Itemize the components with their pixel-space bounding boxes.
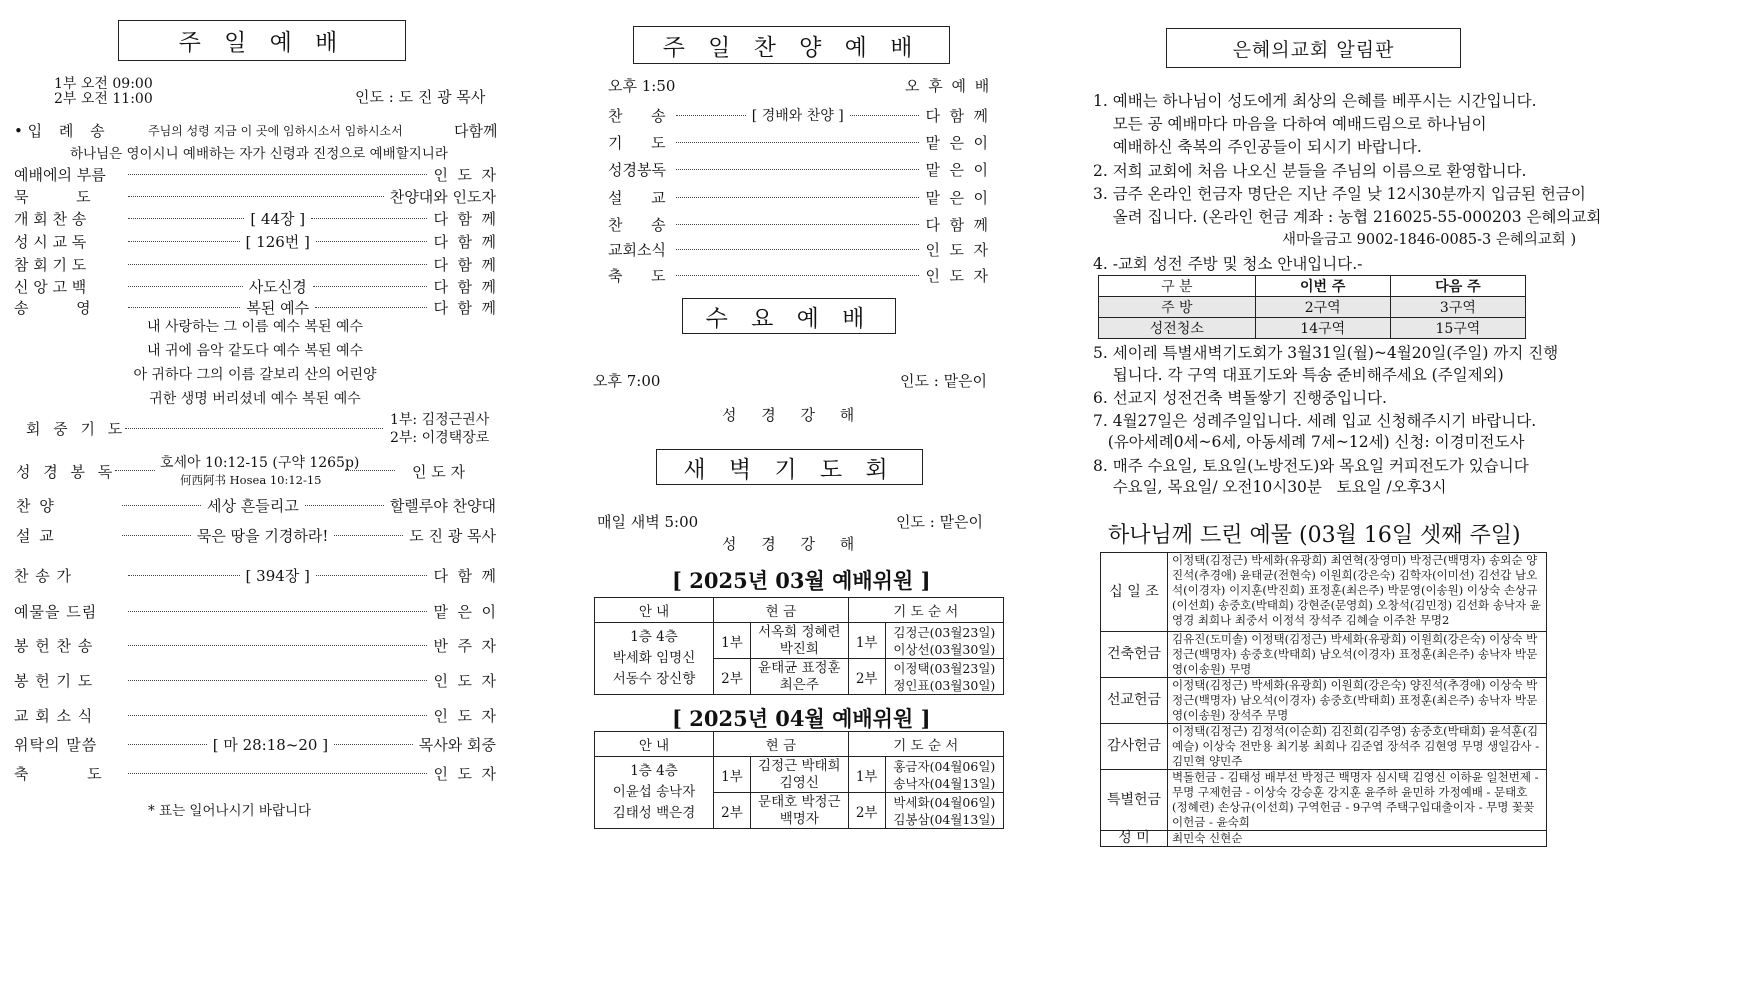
sunday-item-row (14, 253, 496, 275)
offering-row (1101, 770, 1547, 831)
clean-cell: 2구역 (1255, 297, 1390, 318)
offering-part: 2부 (714, 793, 751, 829)
sunday-item-label: 예물을 드림 (14, 602, 98, 621)
leader-dots (128, 307, 240, 308)
prayer-part: 2부 (848, 793, 885, 829)
clean-header-cell: 이번 주 (1255, 276, 1390, 297)
sunday-item-label: 예배에의 부름 (14, 165, 106, 184)
sunday-title: 주 일 예 배 (118, 20, 406, 61)
prayer-right-2: 2부: 이경택장로 (390, 430, 490, 446)
leader-dots (850, 115, 920, 116)
praise-item-label: 찬 송 (608, 106, 666, 125)
guide-line: 1층 4층 (630, 763, 678, 779)
sunday-item-right: 인 도 자 (433, 671, 496, 690)
reading-leader-line-2 (345, 470, 395, 471)
leader-dots (313, 286, 428, 287)
committee-table (594, 597, 1004, 695)
praise-item-right: 인 도 자 (925, 240, 988, 259)
sunday-item-label: 성 시 교 독 (14, 232, 87, 251)
sunday-item-mid: [ 126번 ] (245, 232, 310, 251)
sunday-item-right: 맡 은 이 (433, 602, 496, 621)
praise-item-label: 축 도 (608, 266, 666, 285)
committee-guide (595, 757, 714, 829)
sunday-item-row (14, 163, 496, 185)
sunday-item-right: 인 도 자 (433, 165, 496, 184)
sunday-time-1: 1부 오전 09:00 (54, 76, 153, 92)
leader-dots (676, 249, 919, 250)
offering-row (1101, 632, 1547, 678)
praise-item-right: 맡 은 이 (925, 133, 988, 152)
guide-line: 김태성 백은경 (612, 805, 696, 821)
sunday-time-2: 2부 오전 11:00 (54, 91, 153, 107)
offering-part: 2부 (714, 659, 751, 695)
sunday-item-right: 다 함 께 (433, 232, 497, 251)
intro-text-2: 하나님은 영이시니 예배하는 자가 신령과 진정으로 예배할지니라 (70, 146, 448, 162)
offering-part: 1부 (714, 623, 751, 659)
board-line: 5. 세이레 특별새벽기도회가 3월31일(월)~4월20일(주일) 까지 진행 (1093, 344, 1559, 362)
clean-cell: 15구역 (1390, 318, 1525, 339)
sunday-item-label: 송 영 (14, 298, 91, 317)
sunday-item-label: 개 회 찬 송 (14, 209, 87, 228)
committee-header: 현 금 (714, 732, 849, 757)
clean-cell: 3구역 (1390, 297, 1525, 318)
board-line: 됩니다. 각 구역 대표기도와 특송 준비해주세요 (주일제외) (1093, 366, 1504, 384)
praise-item-row (608, 264, 988, 286)
clean-header-cell: 구 분 (1099, 276, 1256, 297)
praise-item-row (608, 104, 988, 126)
offering-part: 1부 (714, 757, 751, 793)
praise-item-right: 인 도 자 (925, 266, 988, 285)
leader-dots (128, 218, 244, 219)
prayer-label: 회 중 기 도 (26, 420, 127, 438)
offering-category: 특별헌금 (1101, 770, 1168, 831)
leader-dots (128, 611, 427, 612)
offerings-title: 하나님께 드린 예물 (03월 16일 셋째 주일) (1108, 523, 1521, 548)
board-line: 새마을금고 9002-1846-0085-3 은혜의교회 ) (1093, 232, 1577, 248)
leader-dots (676, 275, 919, 276)
reading-mid-1: 호세아 10:12-15 (구약 1265p) (160, 455, 360, 471)
reading-right: 인 도 자 (412, 463, 466, 481)
leader-dots (311, 218, 427, 219)
offerings-table (1100, 552, 1547, 847)
leader-dots (128, 575, 240, 576)
leader-dots (128, 680, 427, 681)
offering-names: 김유진(도미솔) 이정택(김정근) 박세화(유광희) 이원희(강은숙) 이상숙 박정근(백명자) 송중호(박태희) 남오석(이경자) 표정훈(최은주) 송낙자 박문영(이송원) 무명 (1168, 632, 1547, 678)
wednesday-leader: 인도 : 맡은이 (900, 372, 988, 390)
offering-names: 벽돌헌금 - 김태성 배부선 박정근 백명자 심시택 김영신 이하윤 일천번제 - 무명 구제헌금 - 이상숙 강승훈 강지훈 윤주하 윤민하 가정예배 - 문태호(정혜련) 손상규(이선희) 구역헌금 - 9구역 주택구입대출이자 - 무명 꽃꽂이헌금 - 윤숙희 (1168, 770, 1547, 831)
offering-row (1101, 553, 1547, 632)
praise-item-label: 성경봉독 (608, 160, 666, 179)
guide-line: 1층 4층 (630, 629, 678, 645)
choir-row: 찬 양 세상 흔들리고 할렐루야 찬양대 (16, 496, 497, 515)
praise-item-label: 기 도 (608, 133, 666, 152)
leader-dots (316, 241, 428, 242)
offering-names: 서옥희 정혜련 박진희 (751, 623, 849, 659)
guide-line: 이윤섭 송낙자 (612, 784, 696, 800)
sunday-item-mid: [ 394장 ] (245, 566, 310, 585)
committee-guide (595, 623, 714, 695)
dawn-time: 매일 새벽 5:00 (597, 513, 699, 531)
board-line: 모든 공 예배마다 마음을 다하여 예배드림으로 하나님이 (1093, 115, 1487, 133)
clean-header-cell: 다음 주 (1390, 276, 1525, 297)
committee-header: 안 내 (595, 732, 714, 757)
prayer-part: 2부 (848, 659, 885, 695)
board-line: 예배하신 축복의 주인공들이 되시기 바랍니다. (1093, 138, 1422, 156)
praise-time: 오후 1:50 (608, 77, 676, 95)
prayer-right-1: 1부: 김정근권사 (390, 412, 490, 428)
hymn-lyric-line: 내 사랑하는 그 이름 예수 복된 예수 (146, 319, 364, 335)
sunday-rest-row (14, 634, 496, 656)
leader-dots (128, 744, 207, 745)
offering-names: 윤태균 표정훈 최은주 (751, 659, 849, 695)
committee-header: 기 도 순 서 (848, 598, 1003, 623)
sunday-item-right: 다 함 께 (433, 255, 496, 274)
offering-category: 감사헌금 (1101, 724, 1168, 770)
praise-item-mid: [ 경배와 찬양 ] (751, 108, 844, 124)
praise-leader: 오 후 예 배 (905, 77, 992, 95)
sunday-leader: 인도 : 도 진 광 목사 (355, 88, 486, 106)
reading-label: 성 경 봉 독 (16, 463, 117, 481)
sunday-rest-row (14, 564, 496, 586)
offering-category: 성 미 (1101, 831, 1168, 847)
sunday-item-label: 찬 송 가 (14, 566, 73, 585)
praise-item-row (608, 158, 988, 180)
praise-item-row (608, 186, 988, 208)
sunday-item-right: 찬양대와 인도자 (389, 187, 496, 206)
prayer-part: 1부 (848, 757, 885, 793)
leader-dots (676, 197, 919, 198)
sunday-item-row (14, 185, 496, 207)
prayer-names: 박세화(04월06일) 김봉삼(04월13일) (885, 793, 1003, 829)
sunday-item-right: 반 주 자 (433, 636, 496, 655)
clean-cell: 14구역 (1255, 318, 1390, 339)
offering-names: 이정택(김정근) 박세화(유광희) 이원희(강은숙) 양진석(추경애) 이상숙 박정근(백명자) 남오석(이경자) 송중호(박태희) 표정훈(최은주) 송낙자 박문영(이송원) 장석주 무명 (1168, 678, 1547, 724)
wednesday-time: 오후 7:00 (593, 372, 661, 390)
leader-dots (128, 645, 427, 646)
clean-cell: 성전청소 (1099, 318, 1256, 339)
intro-text: 주님의 성령 지금 이 곳에 임하시소서 임하시소서 (148, 124, 403, 138)
leader-dots (334, 744, 413, 745)
sunday-rest-row (14, 762, 496, 784)
guide-line: 박세화 임명신 (612, 650, 696, 666)
leader-dots (128, 715, 427, 716)
board-line: 8. 매주 수요일, 토요일(노방전도)와 목요일 커피전도가 있습니다 (1093, 457, 1529, 475)
offering-row (1101, 724, 1547, 770)
sunday-item-mid: [ 44장 ] (250, 209, 306, 228)
board-line: 4. -교회 성전 주방 및 청소 안내입니다.- (1093, 255, 1363, 273)
sunday-item-label: 묵 도 (14, 187, 91, 206)
hymn-lyric-line: 귀한 생명 버리셨네 예수 복된 예수 (149, 391, 361, 407)
leader-dots (128, 174, 427, 175)
board-line: 올려 집니다. (온라인 헌금 계좌 : 농협 216025-55-000203 은혜의교회 (1093, 208, 1602, 226)
sunday-item-mid: [ 마 28:18~20 ] (212, 735, 329, 754)
guide-line: 서동수 장신향 (612, 671, 696, 687)
praise-item-right: 다 함 께 (925, 106, 989, 125)
committee-header: 현 금 (714, 598, 849, 623)
offering-category: 건축헌금 (1101, 632, 1168, 678)
board-line: (유아세례0세~6세, 아동세례 7세~12세) 신청: 이경미전도사 (1093, 433, 1525, 451)
board-line: 3. 금주 온라인 헌금자 명단은 지난 주일 낮 12시30분까지 입금된 헌금이 (1093, 185, 1586, 203)
praise-item-row (608, 238, 988, 260)
sunday-item-right: 목사와 회중 (418, 735, 497, 754)
board-line: 2. 저희 교회에 처음 나오신 분들을 주님의 이름으로 환영합니다. (1093, 162, 1527, 180)
board-line: 6. 선교지 성전건축 벽돌쌓기 진행중입니다. (1093, 389, 1387, 407)
prayer-names: 홍금자(04월06일) 송낙자(04월13일) (885, 757, 1003, 793)
sunday-item-mid: 사도신경 (248, 277, 307, 296)
sunday-item-mid: 복된 예수 (246, 298, 310, 317)
sunday-rest-row (14, 600, 496, 622)
sunday-item-label: 교 회 소 식 (14, 706, 94, 725)
sunday-item-label: 참 회 기 도 (14, 255, 87, 274)
committee-table (594, 731, 1004, 829)
offering-names: 문태호 박정근 백명자 (751, 793, 849, 829)
sunday-rest-row (14, 704, 496, 726)
praise-item-label: 교회소식 (608, 240, 666, 259)
sunday-item-label: 신 앙 고 백 (14, 277, 87, 296)
intro-label: • 입 례 송 (14, 122, 111, 140)
sunday-item-right: 인 도 자 (433, 764, 496, 783)
sunday-item-row (14, 275, 496, 297)
reading-leader-line (115, 470, 155, 471)
leader-dots (128, 286, 243, 287)
leader-dots (676, 169, 919, 170)
sunday-item-label: 축 도 (14, 764, 103, 783)
leader-dots (128, 196, 384, 197)
wednesday-content: 성 경 강 해 (722, 406, 865, 424)
dawn-title: 새 벽 기 도 회 (656, 449, 923, 485)
offering-category: 선교헌금 (1101, 678, 1168, 724)
board-line: 수요일, 목요일/ 오전10시30분 토요일 /오후3시 (1093, 478, 1447, 496)
board-title: 은혜의교회 알림판 (1166, 28, 1461, 68)
leader-dots (316, 575, 428, 576)
leader-dots (128, 264, 427, 265)
leader-dots (676, 142, 919, 143)
dawn-leader: 인도 : 맡은이 (896, 513, 984, 531)
clean-table (1098, 275, 1526, 339)
hymn-lyric-line: 내 귀에 음악 같도다 예수 복된 예수 (146, 343, 364, 359)
sermon-row: 설 교 묵은 땅을 기경하라! 도 진 광 목사 (16, 526, 497, 545)
praise-item-right: 맡 은 이 (925, 188, 988, 207)
offering-row (1101, 831, 1547, 847)
sunday-item-right: 다 함 께 (433, 209, 496, 228)
board-line: 1. 예배는 하나님이 성도에게 최상의 은혜를 베푸시는 시간입니다. (1093, 92, 1537, 110)
sunday-rest-row (14, 733, 496, 755)
leader-dots (128, 241, 240, 242)
praise-title: 주 일 찬 양 예 배 (633, 26, 950, 64)
offering-names: 최민숙 신현순 (1168, 831, 1547, 847)
committee-header: 기 도 순 서 (848, 732, 1003, 757)
offering-category: 십 일 조 (1101, 553, 1168, 632)
clean-cell: 주 방 (1099, 297, 1256, 318)
sunday-item-right: 다 함 께 (433, 277, 497, 296)
praise-item-row (608, 213, 988, 235)
leader-dots (676, 115, 746, 116)
board-line: 7. 4월27일은 성례주일입니다. 세례 입교 신청해주시기 바랍니다. (1093, 412, 1537, 430)
intro-right: 다함께 (454, 122, 498, 140)
leader-dots (128, 773, 427, 774)
sunday-item-label: 봉 헌 기 도 (14, 671, 94, 690)
prayer-leader-line (125, 428, 383, 429)
sunday-note: * 표는 일어나시기 바랍니다 (148, 803, 312, 819)
offering-names: 이정택(김정근) 김정석(이순희) 김진희(김주영) 송중호(박태희) 윤석훈(김예슬) 이상숙 전만용 최기봉 최희나 김준엽 장석주 김현영 무명 생일감사 - 김민혁 양민주 (1168, 724, 1547, 770)
sunday-item-right: 다 함 께 (433, 298, 496, 317)
reading-mid-2: 何西阿书 Hosea 10:12-15 (180, 473, 322, 487)
offering-names: 이정택(김정근) 박세화(유광희) 최연혁(장영미) 박정근(백명자) 송외순 양진석(추경애) 윤태균(전현숙) 이원희(강은숙) 김학자(이미선) 김선갑 남오석(이경자) 이지훈(박진희) 표정훈(최은주) 박문영(이송원) 이상숙 손상규(이선희) 송중호(박태희) 강현준(문영희) 오창석(김민정) 김선화 송낙자 윤영경 최희나 최중서 이정석 장석주 김혜슬 이주찬 무명2 (1168, 553, 1547, 632)
sunday-item-row (14, 230, 496, 252)
praise-item-label: 찬 송 (608, 215, 666, 234)
sunday-item-right: 다 함 께 (433, 566, 497, 585)
sunday-rest-row (14, 669, 496, 691)
sunday-item-label: 위탁의 말씀 (14, 735, 98, 754)
sunday-item-row (14, 207, 496, 229)
offering-row (1101, 678, 1547, 724)
committee-title: [ 2025년 04월 예배위원 ] (672, 706, 931, 731)
hymn-lyric-line: 아 귀하다 그의 이름 갈보리 산의 어린양 (133, 367, 377, 383)
praise-item-right: 맡 은 이 (925, 160, 988, 179)
prayer-part: 1부 (848, 623, 885, 659)
sunday-item-right: 인 도 자 (433, 706, 496, 725)
praise-item-right: 다 함 께 (925, 215, 988, 234)
leader-dots (315, 307, 427, 308)
leader-dots (676, 224, 919, 225)
offering-names: 김정근 박태희 김영신 (751, 757, 849, 793)
committee-header: 안 내 (595, 598, 714, 623)
prayer-names: 김정근(03월23일) 이상선(03월30일) (885, 623, 1003, 659)
dawn-content: 성 경 강 해 (722, 535, 865, 553)
wednesday-title: 수 요 예 배 (682, 298, 896, 334)
praise-item-label: 설 교 (608, 188, 666, 207)
committee-title: [ 2025년 03월 예배위원 ] (672, 568, 931, 593)
prayer-names: 이정택(03월23일) 정인표(03월30일) (885, 659, 1003, 695)
sunday-item-row (14, 296, 496, 318)
praise-item-row (608, 131, 988, 153)
sunday-item-label: 봉 헌 찬 송 (14, 636, 94, 655)
